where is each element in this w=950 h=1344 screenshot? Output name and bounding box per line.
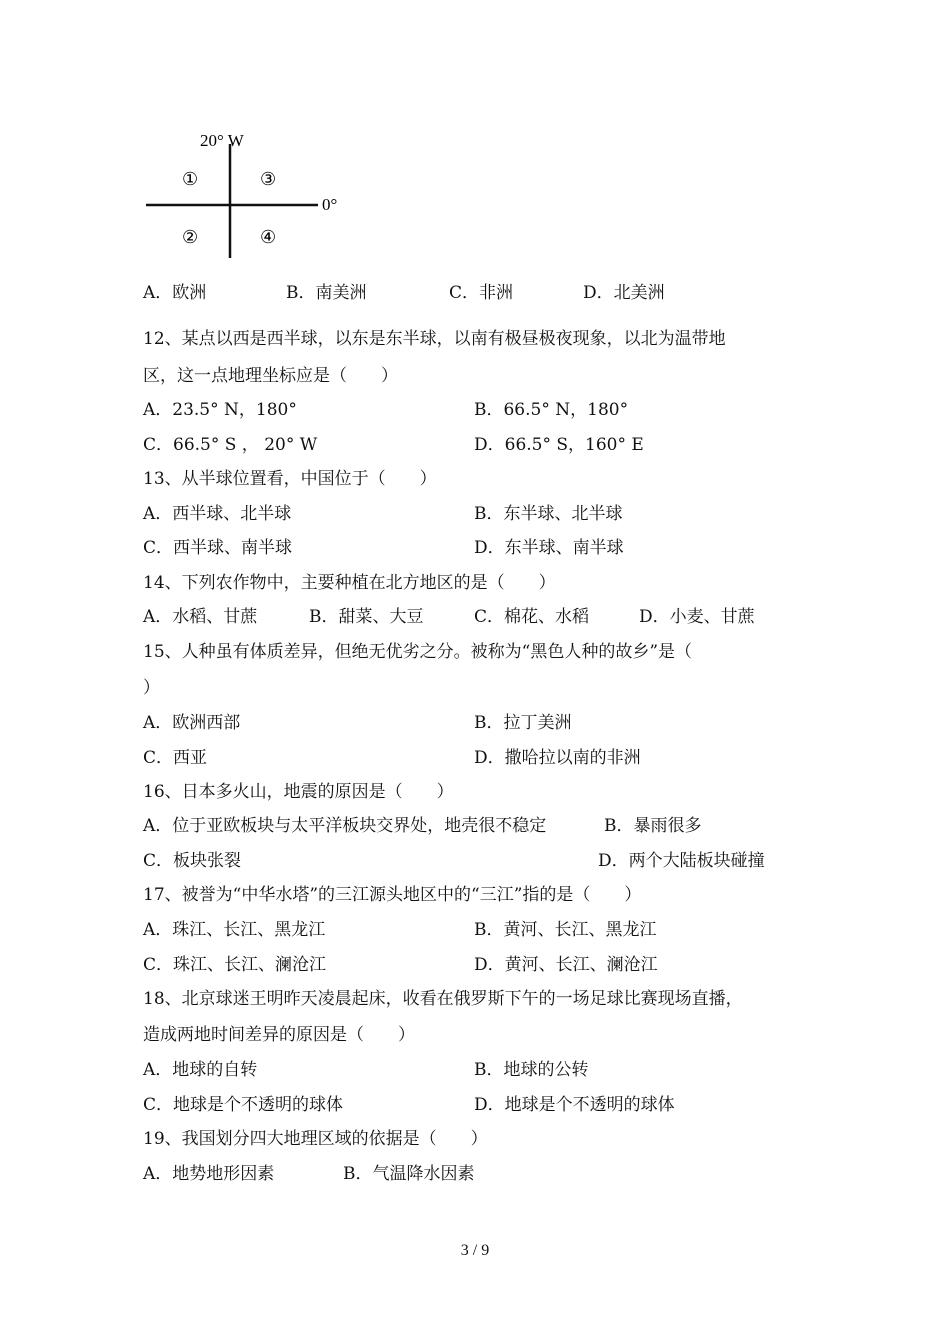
q13-option-d: D．东半球、南半球 bbox=[474, 538, 624, 558]
region-2-label: ② bbox=[182, 227, 199, 248]
region-1-label: ① bbox=[182, 169, 199, 190]
q13-option-a: A．西半球、北半球 bbox=[143, 504, 292, 524]
q18-option-b: B．地球的公转 bbox=[474, 1060, 589, 1080]
region-4-label: ④ bbox=[260, 227, 277, 248]
q12-stem-line1: 12、某点以西是西半球，以东是东半球，以南有极昼极夜现象，以北为温带地 bbox=[143, 329, 726, 349]
q18-stem-line1: 18、北京球迷王明昨天凌晨起床，收看在俄罗斯下午的一场足球比赛现场直播， bbox=[143, 989, 743, 1009]
q11-option-d: D．北美洲 bbox=[583, 283, 665, 303]
equator-label: 0° bbox=[322, 195, 338, 214]
q12-option-c: C．66.5° S ， 20° W bbox=[143, 435, 318, 455]
q17-option-c: C．珠江、长江、澜沧江 bbox=[143, 955, 327, 975]
q17-option-b: B．黄河、长江、黑龙江 bbox=[474, 920, 657, 940]
q18-stem-line2: 造成两地时间差异的原因是（ ） bbox=[143, 1025, 415, 1045]
q16-stem: 16、日本多火山，地震的原因是（ ） bbox=[143, 782, 454, 802]
q18-option-a: A．地球的自转 bbox=[143, 1060, 258, 1080]
q15-option-c: C．西亚 bbox=[143, 748, 208, 768]
q14-stem: 14、下列农作物中，主要种植在北方地区的是（ ） bbox=[143, 573, 556, 593]
quadrant-figure bbox=[140, 122, 370, 262]
longitude-label: 20° W bbox=[200, 131, 244, 150]
q19-stem: 19、我国划分四大地理区域的依据是（ ） bbox=[143, 1129, 488, 1149]
q11-option-c: C．非洲 bbox=[449, 283, 514, 303]
q18-option-c: C．地球是个不透明的球体 bbox=[143, 1095, 344, 1115]
q14-option-d: D．小麦、甘蔗 bbox=[639, 607, 755, 627]
q13-option-b: B．东半球、北半球 bbox=[474, 504, 623, 524]
q15-option-a: A．欧洲西部 bbox=[143, 713, 241, 733]
q12-option-a: A．23.5° N，180° bbox=[143, 400, 297, 420]
q11-option-b: B．南美洲 bbox=[286, 283, 367, 303]
q12-option-d: D．66.5° S，160° E bbox=[474, 435, 644, 455]
q14-option-c: C．棉花、水稻 bbox=[474, 607, 590, 627]
page-number: 3 / 9 bbox=[460, 1242, 490, 1259]
q16-option-b: B．暴雨很多 bbox=[604, 816, 702, 836]
q17-option-a: A．珠江、长江、黑龙江 bbox=[143, 920, 326, 940]
q17-option-d: D．黄河、长江、澜沧江 bbox=[474, 955, 658, 975]
q11-option-a: A．欧洲 bbox=[143, 283, 207, 303]
q14-option-a: A．水稻、甘蔗 bbox=[143, 607, 258, 627]
q13-option-c: C．西半球、南半球 bbox=[143, 538, 293, 558]
q13-stem: 13、从半球位置看，中国位于（ ） bbox=[143, 469, 437, 489]
q16-option-c: C．板块张裂 bbox=[143, 851, 242, 871]
q16-option-a: A．位于亚欧板块与太平洋板块交界处，地壳很不稳定 bbox=[143, 816, 547, 836]
q12-option-b: B．66.5° N，180° bbox=[474, 400, 629, 420]
q18-option-d: D．地球是个不透明的球体 bbox=[474, 1095, 675, 1115]
q19-option-a: A．地势地形因素 bbox=[143, 1164, 275, 1184]
q17-stem: 17、被誉为“中华水塔”的三江源头地区中的“三江”指的是（ ） bbox=[143, 885, 642, 905]
q15-option-d: D．撒哈拉以南的非洲 bbox=[474, 748, 641, 768]
q14-option-b: B．甜菜、大豆 bbox=[309, 607, 424, 627]
hemisphere-diagram bbox=[140, 122, 370, 262]
q15-stem-line2: ） bbox=[143, 678, 160, 698]
q16-option-d: D．两个大陆板块碰撞 bbox=[598, 851, 765, 871]
region-3-label: ③ bbox=[260, 169, 277, 190]
q15-stem-line1: 15、人种虽有体质差异，但绝无优劣之分。被称为“黑色人种的故乡”是（ bbox=[143, 642, 693, 662]
q12-stem-line2: 区，这一点地理坐标应是（ ） bbox=[143, 366, 398, 386]
q15-option-b: B．拉丁美洲 bbox=[474, 713, 572, 733]
q19-option-b: B．气温降水因素 bbox=[343, 1164, 475, 1184]
